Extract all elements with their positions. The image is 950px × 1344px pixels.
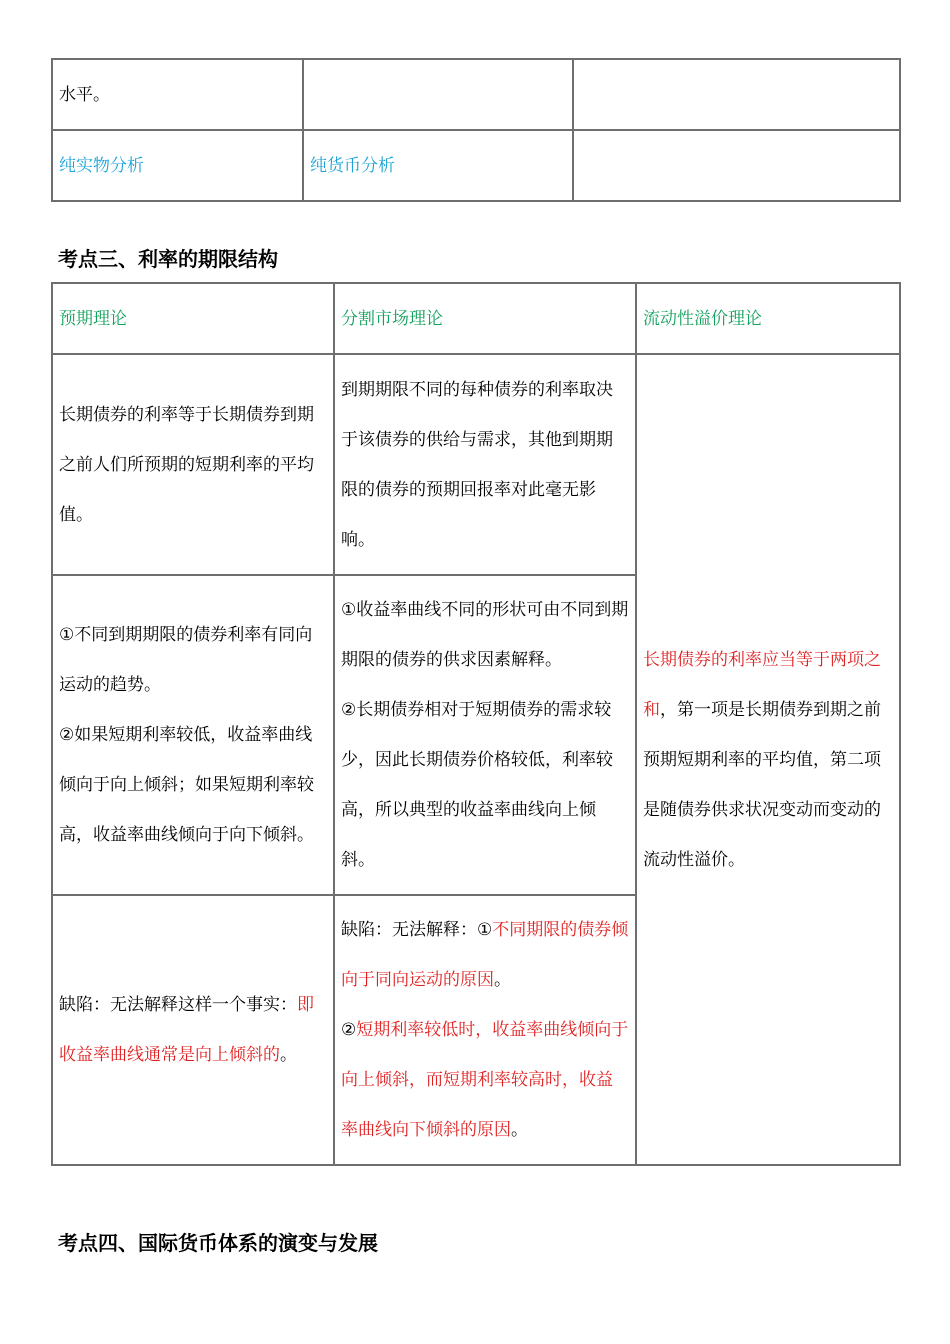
defect-mid: 。 <box>494 970 511 990</box>
table-cell: 水平。 <box>52 59 303 130</box>
defect-suffix: 。 <box>511 1120 528 1140</box>
section-heading: 考点三、利率的期限结构 <box>58 247 278 271</box>
table-cell <box>573 130 900 201</box>
expectation-point-1: ①不同到期期限的债券利率有同向运动的趋势。 <box>59 625 313 695</box>
defect-red-text-2: 短期利率较低时，收益率曲线倾向于向上倾斜，而短期利率较高时，收益率曲线向下倾斜的原因 <box>341 1020 629 1140</box>
liquidity-text: ，第一项是长期债券到期之前预期短期利率的平均值，第二项是随债券供求状况变动而变动的流动性溢价。 <box>643 699 881 870</box>
header-segmented-market-theory: 分割市场理论 <box>334 283 636 354</box>
expectation-point-2: ②如果短期利率较低，收益率曲线倾向于向上倾斜；如果短期利率较高，收益率曲线倾向于向下倾斜。 <box>59 725 314 845</box>
defect-prefix: 缺陷：无法解释：① <box>341 920 493 940</box>
table-cell <box>303 59 573 130</box>
top-table <box>51 58 901 202</box>
term-structure-table <box>51 282 901 1166</box>
header-row <box>52 283 900 354</box>
segmented-point-2: ②长期债券相对于短期债券的需求较少，因此长期债券价格较低，利率较高，所以典型的收益率曲线向上倾斜。 <box>341 700 613 870</box>
expectation-definition: 长期债券的利率等于长期债券到期之前人们所预期的短期利率的平均值。 <box>52 354 334 575</box>
header-expectation-theory: 预期理论 <box>52 283 334 354</box>
expectation-defect <box>52 895 334 1165</box>
segmented-definition: 到期期限不同的每种债券的利率取决于该债券的供给与需求，其他到期期限的债券的预期回报率对此毫无影响。 <box>334 354 636 575</box>
defect-prefix: 缺陷：无法解释这样一个事实： <box>59 995 297 1015</box>
defect-suffix: 。 <box>280 1045 297 1065</box>
table-cell <box>573 59 900 130</box>
segmented-point-1: ①收益率曲线不同的形状可由不同到期期限的债券的供求因素解释。 <box>341 600 629 670</box>
expectation-points <box>52 575 334 895</box>
segmented-points <box>334 575 636 895</box>
liquidity-red-text: 长期债券的利率应当等于两项之和 <box>643 649 881 720</box>
section-heading: 考点四、国际货币体系的演变与发展 <box>58 1231 378 1255</box>
table-row <box>52 130 900 201</box>
header-liquidity-premium-theory: 流动性溢价理论 <box>636 283 900 354</box>
table-row <box>52 354 900 575</box>
table-cell: 纯货币分析 <box>303 130 573 201</box>
defect-num-2: ② <box>341 1020 357 1040</box>
defect-red-text-1: 不同期限的债券倾向于同向运动的原因 <box>341 920 629 990</box>
segmented-defect <box>334 895 636 1165</box>
table-cell: 纯实物分析 <box>52 130 303 201</box>
defect-red-text: 即收益率曲线通常是向上倾斜的 <box>59 995 314 1065</box>
liquidity-premium-cell <box>636 354 900 1165</box>
table-row <box>52 59 900 130</box>
